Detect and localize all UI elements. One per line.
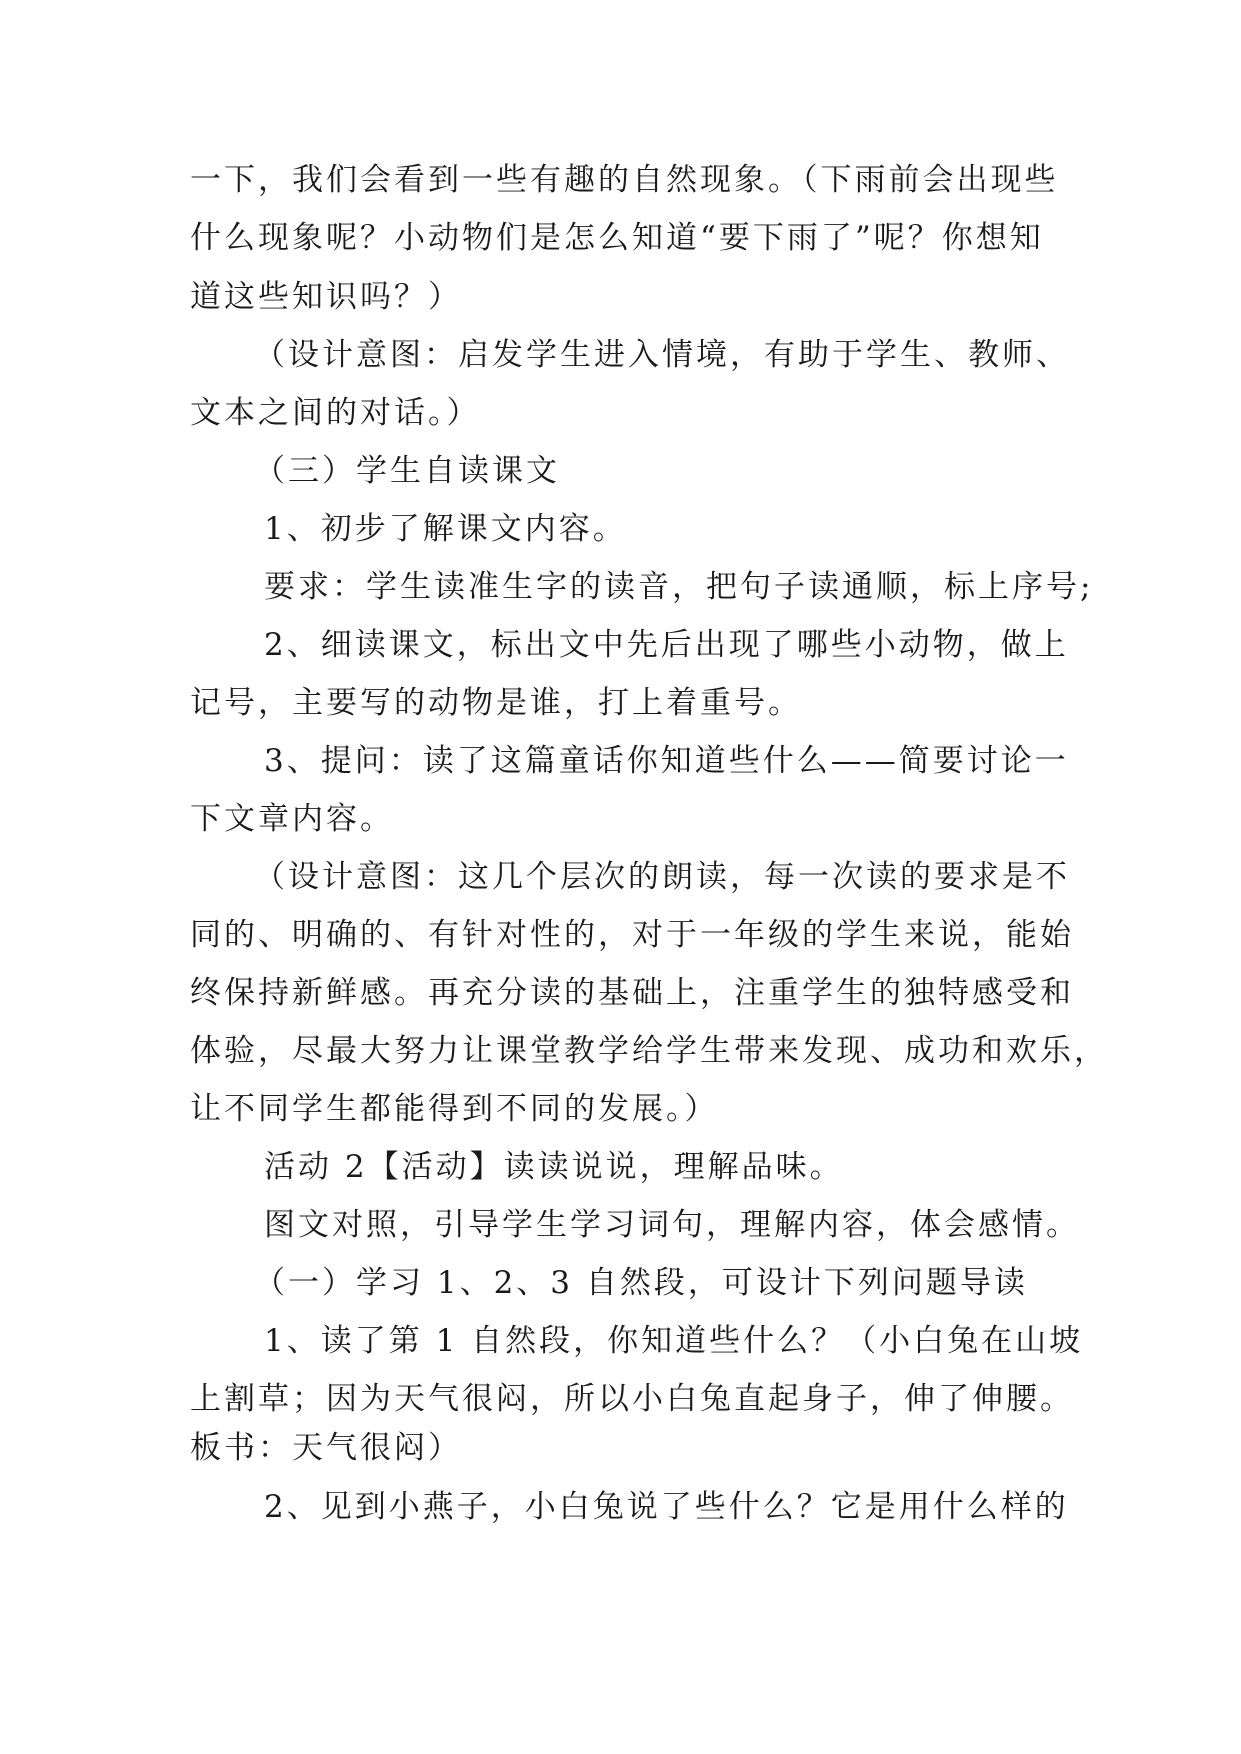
text-line: 下文章内容。 bbox=[190, 801, 394, 837]
text-line: 上割草；因为天气很闷，所以小白兔直起身子，伸了伸腰。 bbox=[190, 1381, 1074, 1417]
text-line: 什么现象呢？小动物们是怎么知道“要下雨了”呢？你想知 bbox=[190, 220, 1044, 256]
text-line: 让不同学生都能得到不同的发展。） bbox=[190, 1091, 719, 1127]
text-line: 一下，我们会看到一些有趣的自然现象。（下雨前会出现些 bbox=[190, 162, 1059, 198]
text-line: 文本之间的对话。） bbox=[190, 395, 481, 431]
text-line: 板书：天气很闷） bbox=[190, 1430, 462, 1466]
text-line: 1、读了第 1 自然段，你知道些什么？（小白兔在山坡 bbox=[264, 1323, 1084, 1359]
text-line: 2、见到小燕子，小白兔说了些什么？它是用什么样的 bbox=[264, 1489, 1069, 1525]
text-line: 1、初步了解课文内容。 bbox=[264, 511, 627, 547]
text-line: 要求：学生读准生字的读音，把句子读通顺，标上序号; bbox=[264, 569, 1094, 605]
section-heading: 活动 2【活动】读读说说，理解品味。 bbox=[264, 1149, 844, 1185]
text-line: 道这些知识吗？） bbox=[190, 279, 462, 315]
text-line: 体验，尽最大努力让课堂教学给学生带来发现、成功和欢乐， bbox=[190, 1033, 1108, 1069]
text-line: 图文对照，引导学生学习词句，理解内容，体会感情。 bbox=[264, 1207, 1080, 1243]
section-heading: （一）学习 1、2、3 自然段，可设计下列问题导读 bbox=[254, 1265, 1028, 1301]
text-line: 2、细读课文，标出文中先后出现了哪些小动物，做上 bbox=[264, 627, 1069, 663]
section-heading: （三）学生自读课文 bbox=[254, 453, 560, 489]
text-line: （设计意图：这几个层次的朗读，每一次读的要求是不 bbox=[254, 859, 1070, 895]
text-line: 3、提问：读了这篇童话你知道些什么——简要讨论一 bbox=[264, 743, 1069, 779]
text-line: 记号，主要写的动物是谁，打上着重号。 bbox=[190, 685, 802, 721]
text-line: 终保持新鲜感。再充分读的基础上，注重学生的独特感受和 bbox=[190, 975, 1074, 1011]
text-line: （设计意图：启发学生进入情境，有助于学生、教师、 bbox=[254, 337, 1070, 373]
text-line: 同的、明确的、有针对性的，对于一年级的学生来说，能始 bbox=[190, 917, 1074, 953]
